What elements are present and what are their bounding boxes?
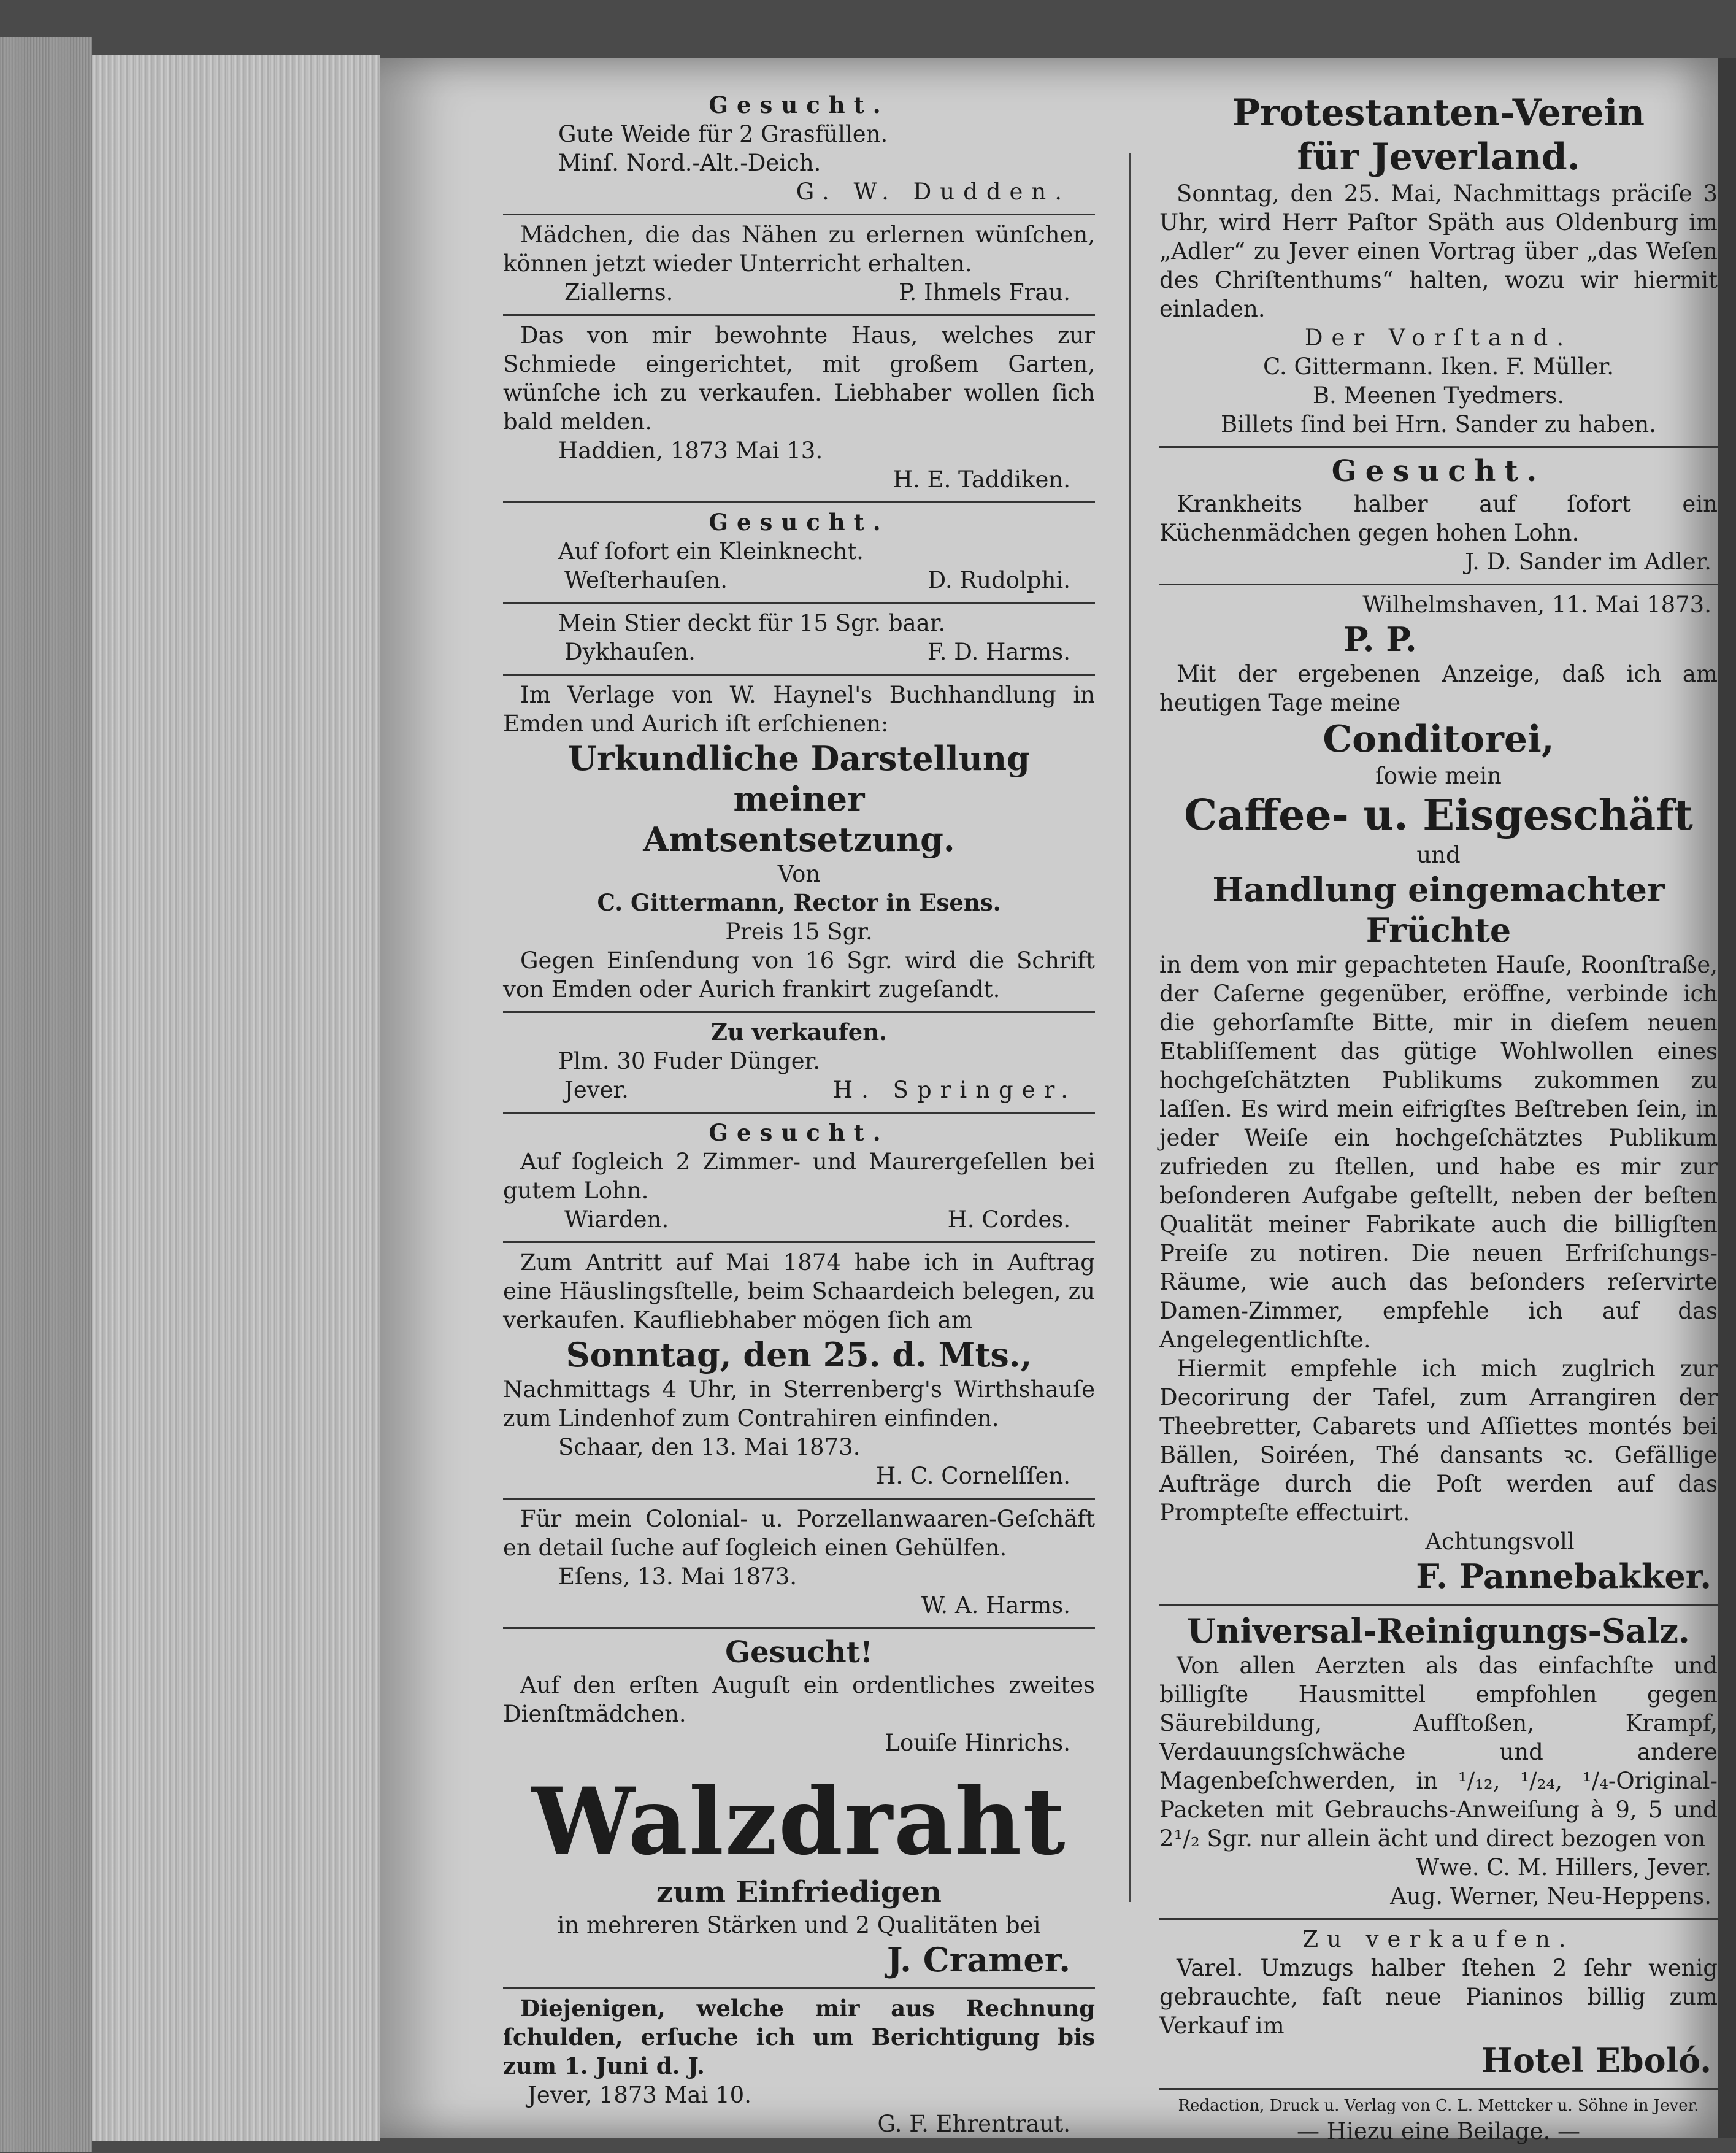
- ad-text: Sonntag, den 25. Mai, Nachmittags präciſe 3 Uhr, wird Herr Paſtor Späth aus Oldenburg im „Adler“ zu Jever einen Vortrag über „das Weſen des Chriſtenthums“ halten, wozu wir hiermit einladen.: [1159, 180, 1718, 322]
- ad-title: Protestanten-Verein: [1232, 91, 1645, 134]
- ad-gehuelfe: [503, 1500, 1095, 1629]
- ad-place: Jever.: [564, 1077, 629, 1103]
- ad-text: in dem von mir gepachteten Hauſe, Roonſtraße, der Caſerne gegenüber, eröffne, verbinde ich die gehorſamſte Bitte, mir in dieſem neuen Etabliſſement das gütige Wohlwollen eines hochgeſchätzten Publikums zukommen zu laſſen. Es wird mein eifrigſtes Beſtreben ſein, in jeder Weiſe ein hochgeſchätztes Publikum zufrieden zu ſtellen, und habe es mir zur beſonderen Aufgabe geſtellt, neben der beſten Qualität meiner Fabrikate auch die billigſten Preiſe zu notiren. Die neuen Erfriſchungs-Räume, wie auch das beſonders reſervirte Damen-Zimmer, empfehle ich auf das Angelegentlichſte.: [1159, 952, 1718, 1353]
- ad-und: und: [1416, 842, 1461, 868]
- ad-signer: W. A. Harms.: [921, 1592, 1070, 1619]
- ad-heading: Gesucht!: [725, 1635, 873, 1670]
- ad-title-2: für Jeverland.: [1297, 136, 1580, 179]
- ad-pp: P. P.: [1343, 620, 1417, 659]
- ad-signer: G. F. Ehrentraut.: [877, 2111, 1070, 2137]
- ad-text: Von allen Aerzten als das einfachſte und billigſte Hausmittel empfohlen gegen Säurebildung, Aufſtoßen, Krampf, Verdauungsſchwäche und andere Magenbeſchwerden, in ¹/₁₂, ¹/₂₄, ¹/₄-Original-Packeten mit Gebrauchs-Anweiſung à 9, 5 und 2¹/₂ Sgr. nur allein ächt und direct bezogen von: [1159, 1652, 1718, 1852]
- ad-heading: Gesucht.: [709, 1119, 889, 1146]
- ad-signer: F. Pannebakker.: [1416, 1557, 1711, 1596]
- ad-text: Auf ſogleich 2 Zimmer- und Maurergeſellen bei gutem Lohn.: [503, 1149, 1095, 1204]
- book-edge: [0, 37, 92, 2152]
- ad-sign-row: [503, 1205, 1095, 1234]
- ad-text: in mehreren Stärken und 2 Qualitäten bei: [557, 1912, 1041, 1938]
- ad-sowie: ſowie mein: [1375, 763, 1502, 789]
- ad-title: Universal-Reinigungs-Salz.: [1187, 1611, 1690, 1650]
- ad-line: Plm. 30 Fuder Dünger.: [558, 1048, 820, 1074]
- ad-book-title-2: Amtsentsetzung.: [643, 820, 955, 859]
- ad-text: Nachmittags 4 Uhr, in Sterrenberg's Wirthshauſe zum Lindenhof zum Contrahiren einfinden.: [503, 1376, 1095, 1431]
- ad-text: Das von mir bewohnte Haus, welches zur Schmiede eingerichtet, mit großem Garten, wünſche ich zu verkaufen. Liebhaber wollen ſich bald melden.: [503, 322, 1095, 435]
- ad-text: Varel. Umzugs halber ſtehen 2 ſehr wenig gebrauchte, faſt neue Pianinos billig zum Verkauf im: [1159, 1955, 1718, 2039]
- ad-text: Hiermit empfehle ich mich zuglrich zur Decorirung der Tafel, zum Arrangiren der Theebretter, Cabarets und Aſſiettes montés bei Bällen, Soiréen, Thé dansants ꝛc. Gefällige Aufträge durch die Poſt werden auf das Prompteſte effectuirt.: [1159, 1355, 1718, 1526]
- ad-dienstmaedchen: [503, 1629, 1095, 1765]
- ad-title: Walzdraht: [531, 1768, 1067, 1876]
- ad-line: Auf ſofort ein Kleinknecht.: [558, 538, 864, 564]
- ad-seller: Aug. Werner, Neu-Heppens.: [1390, 1883, 1711, 1909]
- ad-duenger: [503, 1013, 1095, 1114]
- ad-signer: P. Ihmels Frau.: [899, 279, 1070, 306]
- ad-date: Jever, 1873 Mai 10.: [528, 2082, 751, 2108]
- ad-sign-row: [503, 637, 1095, 666]
- ad-text: Im Verlage von W. Haynel's Buchhandlung in Emden und Aurich iſt erſchienen:: [503, 682, 1095, 737]
- ad-heading: Zu verkaufen.: [1302, 1926, 1575, 1952]
- facing-page-edge: [1718, 58, 1736, 2138]
- ad-line: Mein Stier deckt für 15 Sgr. baar.: [558, 610, 946, 636]
- ad-big-caffee: Caffee- u. Eisgeschäft: [1184, 791, 1693, 840]
- ad-signer: J. D. Sander im Adler.: [1465, 549, 1711, 575]
- ad-signer: G. W. Dudden.: [796, 179, 1070, 205]
- ad-place: Dykhauſen.: [564, 639, 696, 665]
- ad-tickets: Billets ſind bei Hrn. Sander zu haben.: [1221, 411, 1656, 437]
- ad-date-big: Sonntag, den 25. d. Mts.,: [566, 1335, 1032, 1374]
- ad-protestanten-verein: [1159, 86, 1718, 448]
- page-stack: [92, 55, 380, 2141]
- ad-signer: H. C. Cornelſſen.: [875, 1463, 1070, 1489]
- ad-pianinos: [1159, 1920, 1718, 2090]
- ad-subtitle: zum Einfriedigen: [656, 1875, 942, 1909]
- ad-signer: J. Cramer.: [886, 1940, 1070, 1979]
- ad-signer: F. D. Harms.: [927, 639, 1070, 665]
- supplement-note: — Hiezu eine Beilage. —: [1297, 2118, 1580, 2144]
- ad-date: Haddien, 1873 Mai 13.: [558, 437, 823, 464]
- ad-line: Gute Weide für 2 Grasfüllen.: [558, 121, 888, 147]
- ad-date: Eſens, 13. Mai 1873.: [558, 1563, 797, 1590]
- ad-text: Gegen Einſendung von 16 Sgr. wird die Schrift von Emden oder Aurich frankirt zugeſandt.: [503, 947, 1095, 1003]
- right-column: [1159, 86, 1718, 2153]
- ad-haus: [503, 316, 1095, 503]
- ad-reinigungs-salz: [1159, 1606, 1718, 1920]
- left-column: [503, 86, 1095, 2146]
- ad-naehen: [503, 215, 1095, 316]
- ad-text: Mit der ergebenen Anzeige, daß ich am heutigen Tage meine: [1159, 661, 1718, 716]
- ad-price: Preis 15 Sgr.: [725, 919, 873, 945]
- column-divider: [1129, 153, 1131, 1902]
- ad-text: Zum Antritt auf Mai 1874 habe ich in Auftrag eine Häuslingsſtelle, beim Schaardeich belegen, zu verkaufen. Kaufliebhaber mögen ſich am: [503, 1249, 1095, 1333]
- ad-text: Diejenigen, welche mir aus Rechnung ſchulden, erſuche ich um Berichtigung bis zum 1. Juni d. J.: [503, 1995, 1095, 2079]
- ad-sign-row: [503, 278, 1095, 307]
- ad-signer: D. Rudolphi.: [928, 567, 1070, 593]
- ad-place: Wiarden.: [564, 1206, 669, 1233]
- ad-line: Minſ. Nord.-Alt.-Deich.: [558, 150, 821, 176]
- ad-board: Der Vorſtand.: [1304, 325, 1573, 351]
- ad-names: B. Meenen Tyedmers.: [1312, 382, 1565, 409]
- ad-text: Mädchen, die das Nähen zu erlernen wünſchen, können jetzt wieder Unterricht erhalten.: [503, 221, 1095, 277]
- ad-text: Krankheits halber auf ſofort ein Küchenmädchen gegen hohen Lohn.: [1159, 491, 1718, 546]
- ad-signer: Louiſe Hinrichs.: [885, 1730, 1070, 1756]
- ad-stier: [503, 604, 1095, 676]
- ad-heading: Zu verkaufen.: [710, 1019, 888, 1046]
- ad-rechnung: [503, 1987, 1095, 2146]
- ad-conditorei: [1159, 585, 1718, 1606]
- ad-author: C. Gittermann, Rector in Esens.: [597, 889, 1001, 916]
- ad-closing: Achtungsvoll: [1425, 1528, 1575, 1555]
- ad-big-handlung: Handlung eingemachter Früchte: [1212, 870, 1665, 950]
- ad-heading: Gesucht.: [1331, 454, 1546, 488]
- ad-sign-row: [503, 566, 1095, 595]
- ad-big-conditorei: Conditorei,: [1323, 718, 1554, 761]
- imprint: Redaction, Druck u. Verlag von C. L. Mettcker u. Söhne in Jever.: [1178, 2097, 1699, 2115]
- ad-buch: [503, 676, 1095, 1013]
- ad-book-title: Urkundliche Darstellung meiner: [568, 739, 1030, 818]
- ad-names: C. Gittermann. Iken. F. Müller.: [1263, 353, 1614, 380]
- ad-maurer: [503, 1114, 1095, 1243]
- ad-place: Ziallerns.: [564, 279, 674, 306]
- ad-text: Für mein Colonial- u. Porzellanwaaren-Geſchäft en detail ſuche auf ſogleich einen Gehülfen.: [503, 1506, 1095, 1561]
- ad-signer: H. Cordes.: [947, 1206, 1070, 1233]
- ad-date: Wilhelmshaven, 11. Mai 1873.: [1362, 591, 1711, 618]
- ad-kuechenmaedchen: [1159, 448, 1718, 585]
- ad-haeuslingsstelle: [503, 1243, 1095, 1500]
- ad-signer: H. Springer.: [832, 1077, 1077, 1103]
- ad-sign-row: [503, 1076, 1095, 1104]
- ad-text: Auf den erſten Auguſt ein ordentliches zweites Dienſtmädchen.: [503, 1672, 1095, 1727]
- ad-signer: H. E. Taddiken.: [893, 466, 1070, 493]
- ad-place: Weſterhauſen.: [564, 567, 728, 593]
- ad-seller: Wwe. C. M. Hillers, Jever.: [1416, 1854, 1711, 1881]
- ad-hotel: Hotel Eboló.: [1481, 2041, 1711, 2080]
- ad-heading: Gesucht.: [709, 91, 889, 118]
- ad-weide: [503, 86, 1095, 215]
- ad-von: Von: [777, 861, 821, 887]
- ad-walzdraht: [503, 1765, 1095, 1987]
- ad-heading: Gesucht.: [709, 509, 889, 536]
- footer: [1159, 2090, 1718, 2153]
- ad-date: Schaar, den 13. Mai 1873.: [558, 1434, 861, 1460]
- ad-kleinknecht: [503, 503, 1095, 604]
